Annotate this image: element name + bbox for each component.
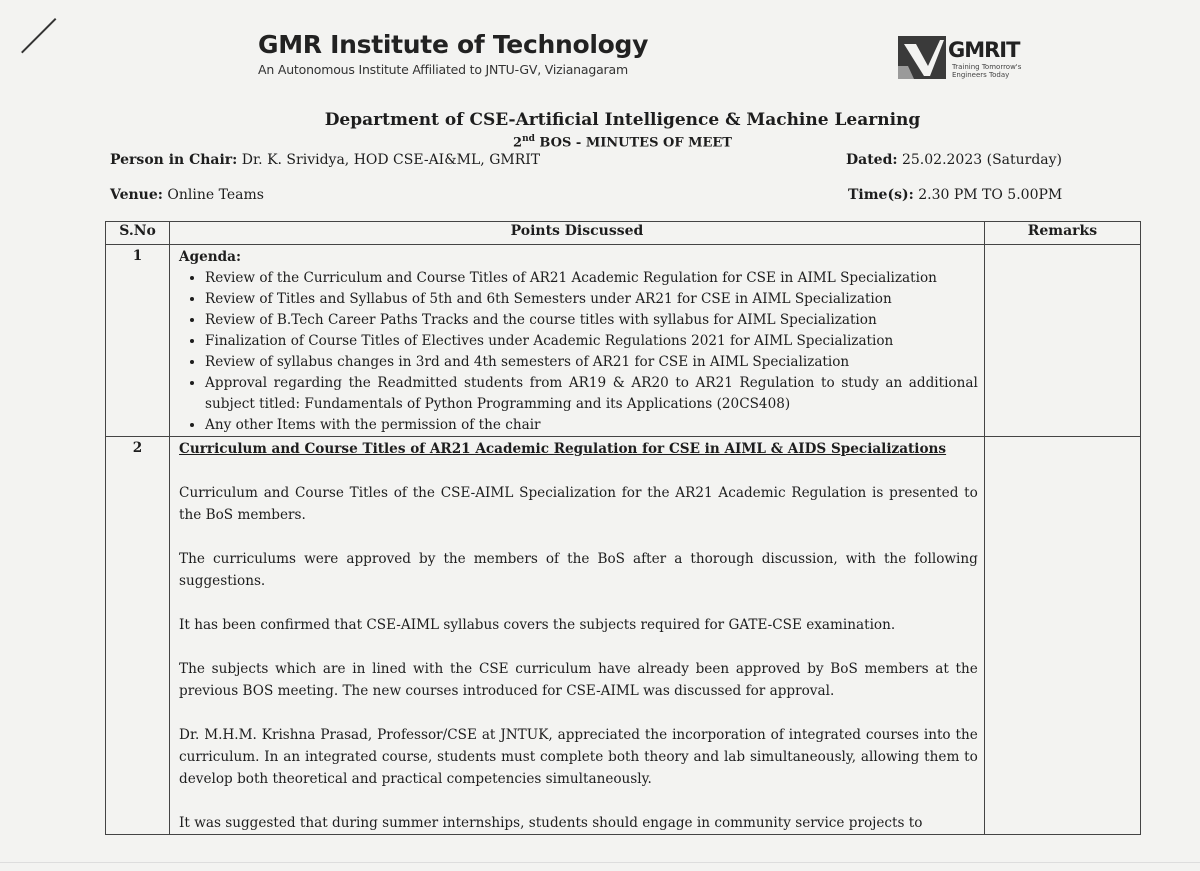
date-info	[846, 152, 1062, 168]
bos-ordinal: nd	[522, 134, 535, 144]
list-item: • Review of the Curriculum and Course Titles of AR21 Academic Regulation for CSE in AIML Specialization	[205, 268, 978, 289]
institute-subtitle: An Autonomous Institute Affiliated to JNTU-GV, Vizianagaram	[258, 62, 628, 77]
time-value: 2.30 PM TO 5.00PM	[913, 187, 1063, 203]
list-item: • Finalization of Course Titles of Electives under Academic Regulations 2021 for AIML Specialization	[205, 331, 978, 352]
list-item: • Review of Titles and Syllabus of 5th and 6th Semesters under AR21 for CSE in AIML Specialization	[205, 289, 978, 310]
row-sno: 1	[106, 245, 170, 437]
table-row	[106, 245, 1141, 437]
list-item: • Review of syllabus changes in 3rd and 4th semesters of AR21 for CSE in AIML Specialization	[205, 352, 978, 373]
chair-info	[110, 152, 540, 168]
page-edge	[0, 862, 1200, 863]
paragraph: It was suggested that during summer internships, students should engage in community service projects to	[179, 815, 923, 831]
dated-value: 25.02.2023 (Saturday)	[897, 152, 1063, 168]
venue-label: Venue:	[110, 187, 163, 203]
row-remarks	[984, 245, 1140, 437]
bos-rest: BOS - MINUTES OF MEET	[534, 135, 732, 151]
time-info	[848, 187, 1062, 203]
gmrit-logo-icon	[898, 36, 946, 79]
section-heading: Curriculum and Course Titles of AR21 Academic Regulation for CSE in AIML & AIDS Specializations	[179, 441, 947, 457]
header-sno: S.No	[106, 222, 170, 245]
venue-info	[110, 187, 264, 203]
table-header-row	[106, 222, 1141, 245]
bos-title	[0, 134, 1200, 150]
gmrit-logo	[898, 36, 1038, 82]
institute-name: GMR Institute of Technology	[258, 30, 649, 59]
table-row	[106, 437, 1141, 835]
bos-number: 2	[513, 135, 523, 151]
agenda-heading: Agenda:	[179, 249, 241, 265]
row-remarks	[984, 437, 1140, 835]
department-title: Department of CSE-Artificial Intelligence & Machine Learning	[324, 110, 921, 130]
header-remarks: Remarks	[984, 222, 1140, 245]
logo-text: GMRIT	[948, 38, 1020, 62]
paragraph: The curriculums were approved by the members of the BoS after a thorough discussion, with the following suggestions.	[179, 551, 978, 589]
row-sno: 2	[106, 437, 170, 835]
logo-tagline: Training Tomorrow's Engineers Today	[952, 63, 1022, 79]
dated-label: Dated:	[846, 152, 898, 168]
list-item: • Approval regarding the Readmitted students from AR19 & AR20 to AR21 Regulation to study an additional subject titled: Fundamentals of Python Programming and its Applications (20CS408)	[205, 373, 978, 415]
paragraph: Curriculum and Course Titles of the CSE-AIML Specialization for the AR21 Academic Regulation is presented to the BoS members.	[179, 485, 978, 523]
institute-header	[258, 30, 648, 77]
scan-mark	[21, 18, 56, 53]
header-points: Points Discussed	[170, 222, 985, 245]
row-points	[170, 437, 985, 835]
time-label: Time(s):	[848, 187, 914, 203]
chair-label: Person in Chair:	[110, 152, 238, 168]
list-item: • Any other Items with the permission of the chair	[205, 415, 978, 436]
venue-value: Online Teams	[162, 187, 264, 203]
paragraph: The subjects which are in lined with the CSE curriculum have already been approved by BoS members at the previous BOS meeting. The new courses introduced for CSE-AIML was discussed for approval.	[179, 661, 978, 699]
minutes-table	[105, 221, 1141, 835]
agenda-list	[179, 268, 978, 436]
paragraph: It has been confirmed that CSE-AIML syllabus covers the subjects required for GATE-CSE examination.	[179, 617, 896, 633]
row-points	[170, 245, 985, 437]
paragraph: Dr. M.H.M. Krishna Prasad, Professor/CSE at JNTUK, appreciated the incorporation of integrated courses into the curriculum. In an integrated course, students must complete both theory and lab simultaneously, allowing them to develop both theoretical and practical competencies simultaneously.	[179, 727, 978, 787]
list-item: • Review of B.Tech Career Paths Tracks and the course titles with syllabus for AIML Specialization	[205, 310, 978, 331]
chair-value: Dr. K. Srividya, HOD CSE-AI&ML, GMRIT	[237, 152, 541, 168]
